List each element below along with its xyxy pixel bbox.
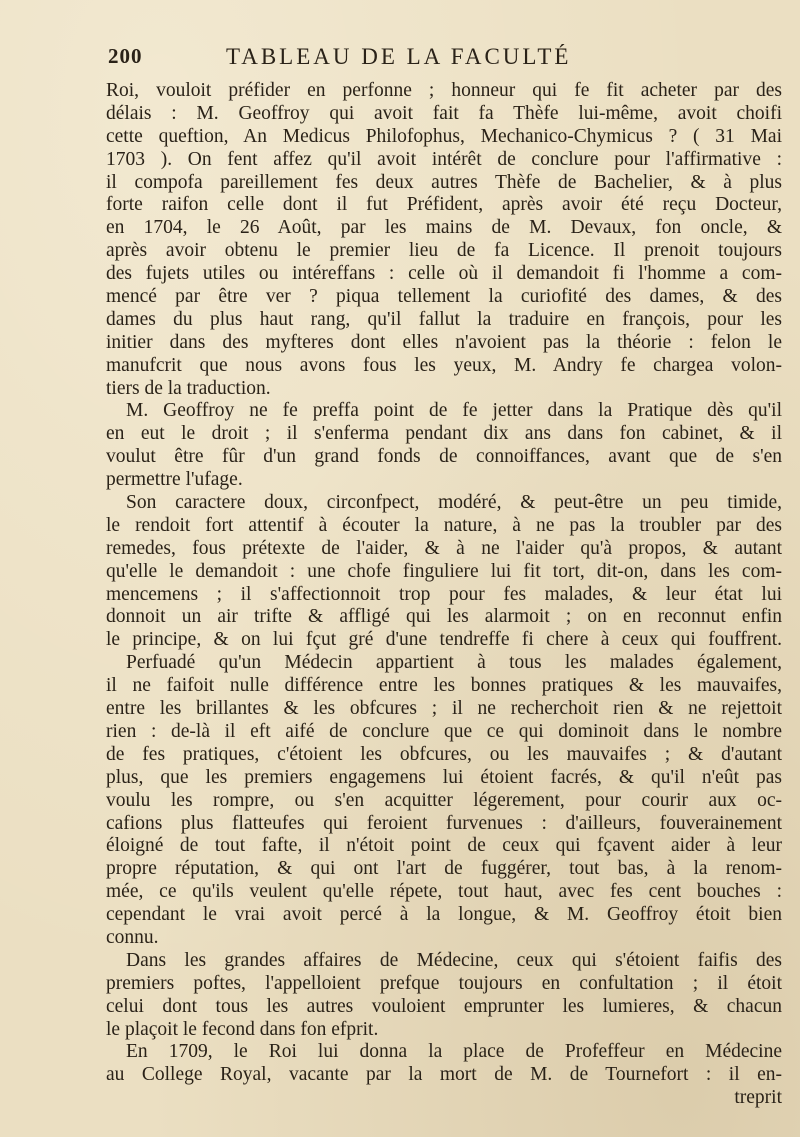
text-line: délais : M. Geoffroy qui avoit fait fa Thèfe lui-même, avoit choifi xyxy=(106,102,782,124)
text-line: permettre l'ufage. xyxy=(106,469,243,491)
text-line: En 1709, le Roi lui donna la place de Profeffeur en Médecine xyxy=(126,1041,782,1063)
text-line: donnoit un air trifte & affligé qui les alarmoit ; on en reconnut enfin xyxy=(106,606,782,628)
text-line: Perfuadé qu'un Médecin appartient à tous les malades également, xyxy=(126,652,782,674)
text-line: Roi, vouloit préfider en perfonne ; honneur qui fe fit acheter par des xyxy=(106,80,782,101)
text-line: Son caractere doux, circonfpect, modéré, & peut-être un peu timide, xyxy=(126,492,782,514)
text-line: le rendoit fort attentif à écouter la nature, à ne pas la troubler par des xyxy=(106,514,782,536)
text-line: le principe, & on lui fçut gré d'une tendreffe fi chere à ceux qui fouffrent. xyxy=(106,629,782,651)
text-line: propre réputation, & qui ont l'art de fuggérer, tout bas, à la renom- xyxy=(106,858,782,880)
text-line: il ne faifoit nulle différence entre les bonnes pratiques & les mauvaifes, xyxy=(106,675,782,697)
text-line: éloigné de tout fafte, il n'étoit point de ceux qui fçavent aider à leur xyxy=(106,835,782,857)
text-line: mencé par être ver ? piqua tellement la curiofité des dames, & des xyxy=(106,286,782,308)
text-line: cette queftion, An Medicus Philofophus, Mechanico-Chymicus ? ( 31 Mai xyxy=(106,125,782,147)
text-line: dames du plus haut rang, qu'il fallut la traduire en françois, pour les xyxy=(106,308,782,330)
text-line: manufcrit que nous avons fous les yeux, M. Andry fe chargea volon- xyxy=(106,354,782,376)
text-line: de fes pratiques, c'étoient les obfcures, ou les mauvaifes ; & d'autant xyxy=(106,743,782,765)
text-line: remedes, fous prétexte de l'aider, & à ne l'aider qu'à propos, & autant xyxy=(106,537,782,559)
text-line: cafions plus flatteufes qui feroient furvenues : d'ailleurs, fouverainement xyxy=(106,812,782,834)
text-line: après avoir obtenu le premier lieu de fa Licence. Il prenoit toujours xyxy=(106,240,782,262)
page-number: 200 xyxy=(108,44,143,68)
text-line: tiers de la traduction. xyxy=(106,377,271,399)
text-line: 1703 ). On fent affez qu'il avoit intérêt de conclure pour l'affirmative : xyxy=(106,148,782,170)
text-line: en 1704, le 26 Août, par les mains de M. Devaux, fon oncle, & xyxy=(106,217,782,239)
text-line: entre les brillantes & les obfcures ; il ne recherchoit rien & ne rejettoit xyxy=(106,698,782,720)
text-line: en eut le droit ; il s'enferma pendant dix ans dans fon cabinet, & il xyxy=(106,423,782,445)
text-line: mée, ce qu'ils veulent qu'elle répete, tout haut, avec fes cent bouches : xyxy=(106,881,782,903)
text-line: il compofa pareillement fes deux autres Thèfe de Bachelier, & à plus xyxy=(106,171,782,193)
text-line: cependant le vrai avoit percé à la longue, & M. Geoffroy étoit bien xyxy=(106,904,782,926)
text-line: plus, que les premiers engagemens lui étoient facrés, & qu'il n'eût pas xyxy=(106,766,782,788)
text-line: M. Geoffroy ne fe preffa point de fe jetter dans la Pratique dès qu'il xyxy=(126,400,782,422)
text-line: rien : de-là il eft aifé de conclure que ce qui dominoit dans le nombre xyxy=(106,720,782,742)
text-line: le plaçoit le fecond dans fon efprit. xyxy=(106,1018,379,1040)
body-text xyxy=(106,80,782,1110)
text-line: voulut être fûr d'un grand fonds de connoiffances, avant que de s'en xyxy=(106,446,782,468)
text-line: des fujets utiles ou intéreffans : celle où il demandoit fi l'homme a com- xyxy=(106,263,782,285)
running-head-title: TABLEAU DE LA FACULTÉ xyxy=(226,44,572,69)
catchword: treprit xyxy=(734,1087,782,1109)
text-line: premiers poftes, l'appelloient prefque toujours en confultation ; il étoit xyxy=(106,972,782,994)
text-line: forte raifon celle dont il fut Préfident, après avoir été reçu Docteur, xyxy=(106,194,782,216)
running-head xyxy=(108,44,708,74)
text-line: connu. xyxy=(106,926,159,948)
text-line: voulu les rompre, ou s'en acquitter légerement, pour courir aux oc- xyxy=(106,789,782,811)
text-line: mencemens ; il s'affectionnoit trop pour fes malades, & leur état lui xyxy=(106,583,782,605)
text-line: celui dont tous les autres vouloient emprunter les lumieres, & chacun xyxy=(106,995,782,1017)
text-line: Dans les grandes affaires de Médecine, ceux qui s'étoient faifis des xyxy=(126,949,782,971)
text-line: au College Royal, vacante par la mort de M. de Tournefort : il en- xyxy=(106,1064,782,1086)
text-line: qu'elle le demandoit : une chofe finguliere lui fit tort, dit-on, dans les com- xyxy=(106,560,782,582)
text-line: initier dans des myfteres dont elles n'avoient pas la théorie : felon le xyxy=(106,331,782,353)
